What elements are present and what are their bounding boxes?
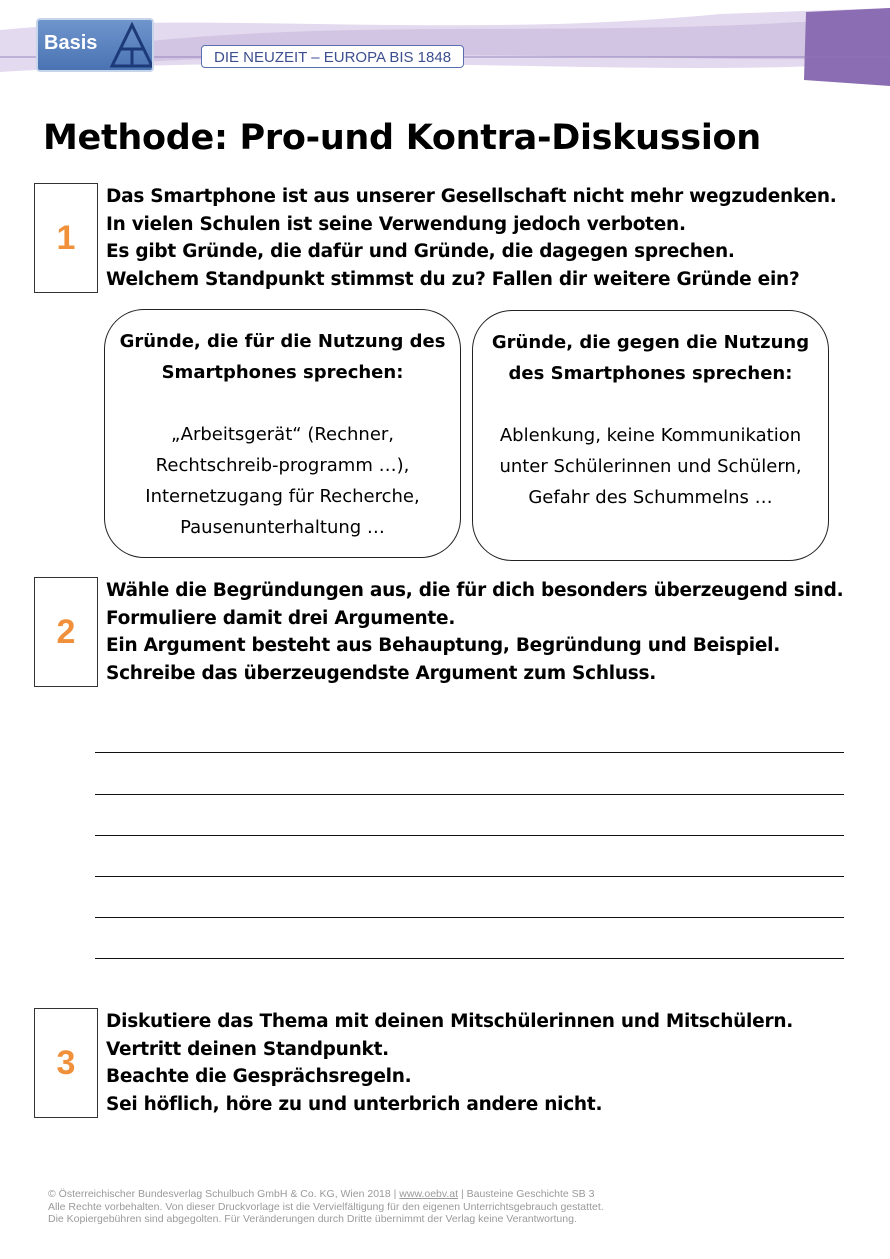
- task-1-line: Es gibt Gründe, die dafür und Gründe, die dagegen sprechen.: [106, 241, 735, 262]
- task-3-instructions: [106, 1008, 793, 1118]
- publisher-link[interactable]: www.oebv.at: [399, 1188, 459, 1200]
- writing-line[interactable]: [95, 958, 844, 959]
- basis-logo: [36, 18, 154, 72]
- task-1-instructions: [106, 183, 837, 293]
- task-2-line: Formuliere damit drei Argumente.: [106, 607, 456, 629]
- writing-line[interactable]: [95, 794, 844, 795]
- task-3-line: Beachte die Gesprächsregeln.: [106, 1066, 412, 1087]
- task-number-3: 3: [34, 1008, 98, 1118]
- logo-triangle-icon: [110, 22, 154, 68]
- task-3-line: Sei höflich, höre zu und unterbrich andere nicht.: [106, 1093, 603, 1115]
- task-1-line: Welchem Standpunkt stimmst du zu? Fallen dir weitere Gründe ein?: [106, 268, 800, 290]
- pro-card-text: Pausenunterhaltung …: [180, 517, 385, 538]
- contra-card-text: Gefahr des Schummelns …: [528, 487, 773, 508]
- pro-card-text: „Arbeitsgerät“ (Rechner,: [170, 424, 395, 445]
- task-3-line: Vertritt deinen Standpunkt.: [106, 1038, 389, 1060]
- pro-card-heading: Gründe, die für die Nutzung des: [119, 331, 446, 352]
- contra-reasons-card: [472, 310, 829, 561]
- pro-card-text: Internetzugang für Recherche,: [145, 486, 420, 507]
- task-1-line: In vielen Schulen ist seine Verwendung jedoch verboten.: [106, 213, 686, 235]
- footer-text: © Österreichischer Bundesverlag Schulbuch GmbH & Co. KG, Wien 2018 |: [48, 1188, 400, 1200]
- task-3-line: Diskutiere das Thema mit deinen Mitschülerinnen und Mitschülern.: [106, 1011, 794, 1032]
- page-title: Methode: Pro-und Kontra-Diskussion: [43, 118, 761, 158]
- pro-card-heading: Smartphones sprechen:: [161, 362, 404, 383]
- copyright-footer: [48, 1188, 604, 1226]
- task-1-line: Das Smartphone ist aus unserer Gesellschaft nicht mehr wegzudenken.: [106, 186, 837, 207]
- task-2-line: Schreibe das überzeugendste Argument zum Schluss.: [106, 662, 657, 684]
- footer-text: | Bausteine Geschichte SB 3: [458, 1188, 595, 1200]
- task-number-1: 1: [34, 183, 98, 293]
- contra-card-text: Ablenkung, keine Kommunikation: [499, 425, 802, 446]
- contra-card-text: unter Schülerinnen und Schülern,: [499, 456, 802, 477]
- logo-text: Basis: [44, 32, 98, 54]
- writing-line[interactable]: [95, 752, 844, 753]
- task-2-instructions: [106, 577, 843, 687]
- footer-text: Alle Rechte vorbehalten. Von dieser Druckvorlage ist die Vervielfältigung für den eigenen Unterrichtsgebrauch gestattet.: [48, 1200, 604, 1213]
- contra-card-heading: des Smartphones sprechen:: [508, 363, 793, 384]
- pro-card-text: Rechtschreib-programm …),: [155, 455, 410, 476]
- task-number-2: 2: [34, 577, 98, 687]
- task-2-line: Ein Argument besteht aus Behauptung, Begründung und Beispiel.: [106, 635, 780, 656]
- writing-line[interactable]: [95, 876, 844, 877]
- contra-card-heading: Gründe, die gegen die Nutzung: [491, 332, 810, 353]
- pro-reasons-card: [104, 309, 461, 558]
- task-2-line: Wähle die Begründungen aus, die für dich besonders überzeugend sind.: [106, 580, 844, 601]
- footer-text: Die Kopiergebühren sind abgegolten. Für Veränderungen durch Dritte übernimmt der Verlag keine Verantwortung.: [48, 1213, 577, 1225]
- writing-line[interactable]: [95, 917, 844, 918]
- series-label: DIE NEUZEIT – EUROPA BIS 1848: [201, 45, 464, 68]
- writing-line[interactable]: [95, 835, 844, 836]
